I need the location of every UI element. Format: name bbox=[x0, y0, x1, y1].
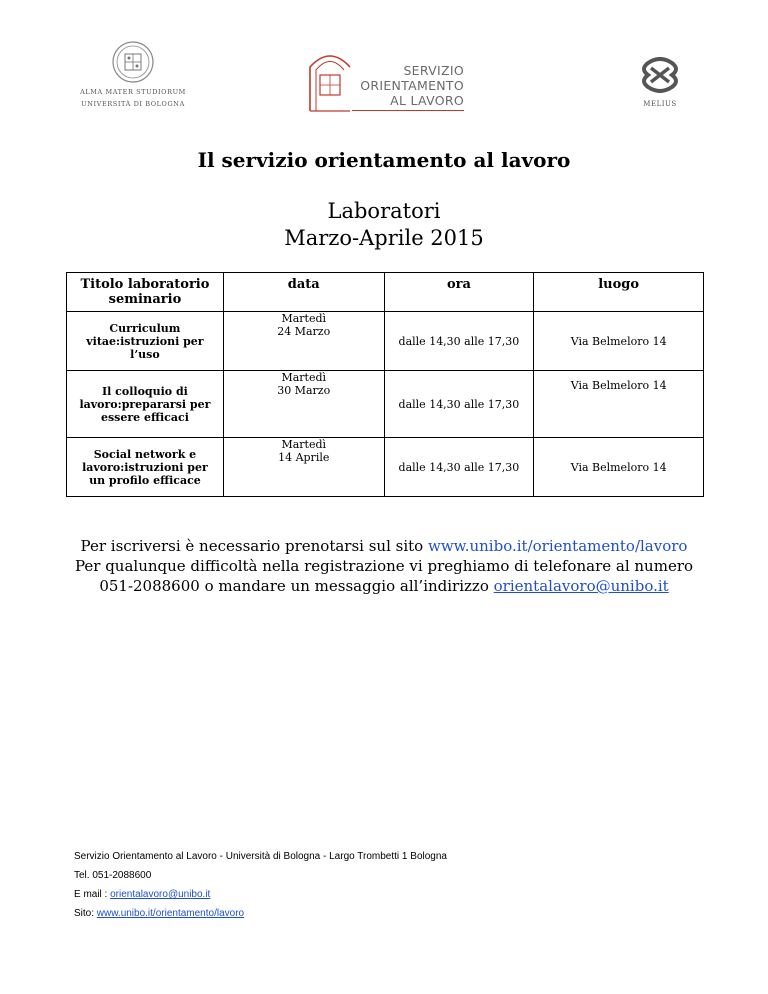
header-title-line-2: seminario bbox=[108, 292, 182, 307]
footer-email-line bbox=[74, 885, 447, 904]
cell-place: Via Belmeloro 14 bbox=[534, 371, 704, 438]
cell-time: dalle 14,30 alle 17,30 bbox=[384, 371, 534, 438]
cell-date bbox=[223, 371, 384, 438]
notes-line-1-text: Per iscriversi è necessario prenotarsi sul sito bbox=[80, 537, 428, 555]
footer-site-label: Sito: bbox=[74, 908, 97, 919]
unibo-caption-1: ALMA MATER STUDIORUM bbox=[80, 88, 186, 96]
sol-line-3: AL LAVORO bbox=[390, 93, 464, 108]
cell-date-value: 24 Marzo bbox=[277, 325, 331, 338]
table-header-row bbox=[67, 273, 704, 312]
cell-title-line-1: Il colloquio di bbox=[102, 384, 188, 398]
footer-address: Servizio Orientamento al Lavoro - Università di Bologna - Largo Trombetti 1 Bologna bbox=[74, 851, 447, 862]
notes-line-1 bbox=[0, 536, 768, 556]
cell-title-line-1: Social network e bbox=[93, 447, 197, 461]
sol-line-1: SERVIZIO bbox=[403, 63, 464, 78]
unibo-logo bbox=[78, 40, 188, 108]
cell-day: Martedì bbox=[281, 438, 327, 451]
cell-title bbox=[67, 371, 224, 438]
subtitle bbox=[0, 198, 768, 252]
cell-title-line-2: lavoro:prepararsi per bbox=[79, 397, 211, 411]
cell-time: dalle 14,30 alle 17,30 bbox=[384, 312, 534, 371]
melius-knot-icon bbox=[640, 57, 680, 93]
footer-email-label: E mail : bbox=[74, 889, 111, 900]
cell-title-line-3: l’uso bbox=[130, 347, 160, 361]
sol-logo bbox=[304, 45, 464, 115]
schedule-table bbox=[66, 272, 704, 497]
cell-day: Martedì bbox=[281, 371, 327, 384]
header-title bbox=[67, 273, 224, 312]
notes-line-3-text: 051-2088600 o mandare un messaggio all’indirizzo bbox=[99, 577, 494, 595]
melius-logo bbox=[632, 57, 688, 108]
subtitle-line-2: Marzo-Aprile 2015 bbox=[284, 226, 484, 250]
cell-date-value: 30 Marzo bbox=[277, 384, 331, 397]
sol-logo-rule bbox=[352, 110, 464, 111]
cell-title-line-2: vitae:istruzioni per bbox=[86, 334, 204, 348]
table-row bbox=[67, 312, 704, 371]
cell-title-line-3: un profilo efficace bbox=[89, 473, 201, 487]
cell-date-value: 14 Aprile bbox=[278, 451, 330, 464]
notes-line-3 bbox=[0, 576, 768, 596]
footer-tel: Tel. 051-2088600 bbox=[74, 870, 152, 881]
table-row bbox=[67, 371, 704, 438]
page-title: Il servizio orientamento al lavoro bbox=[197, 148, 571, 172]
melius-caption: MELIUS bbox=[643, 100, 677, 108]
cell-place: Via Belmeloro 14 bbox=[534, 438, 704, 497]
footer-site-line bbox=[74, 904, 447, 923]
table-row bbox=[67, 438, 704, 497]
cell-title-line-2: lavoro:istruzioni per bbox=[82, 460, 208, 474]
cell-time: dalle 14,30 alle 17,30 bbox=[384, 438, 534, 497]
registration-notes bbox=[0, 536, 768, 596]
notes-line-2: Per qualunque difficoltà nella registrazione vi preghiamo di telefonare al numero bbox=[74, 557, 694, 575]
cell-title-line-3: essere efficaci bbox=[100, 410, 189, 424]
header-time: ora bbox=[384, 273, 534, 312]
sol-line-2: ORIENTAMENTO bbox=[360, 78, 464, 93]
unibo-seal-icon bbox=[111, 40, 155, 84]
header-title-line-1: Titolo laboratorio bbox=[80, 277, 210, 292]
cell-title bbox=[67, 312, 224, 371]
unibo-caption-2: UNIVERSITÀ DI BOLOGNA bbox=[81, 100, 185, 108]
sol-seal-icon bbox=[304, 45, 356, 115]
header-place: luogo bbox=[534, 273, 704, 312]
site-link[interactable]: www.unibo.it/orientamento/lavoro bbox=[427, 537, 688, 555]
cell-title-line-1: Curriculum bbox=[109, 321, 181, 335]
footer-site-link[interactable]: www.unibo.it/orientamento/lavoro bbox=[96, 908, 245, 919]
footer-email-link[interactable]: orientalavoro@unibo.it bbox=[110, 889, 211, 900]
cell-date bbox=[223, 438, 384, 497]
header-date: data bbox=[223, 273, 384, 312]
cell-place: Via Belmeloro 14 bbox=[534, 312, 704, 371]
cell-day: Martedì bbox=[281, 312, 327, 325]
sol-logo-text bbox=[354, 63, 464, 108]
cell-date bbox=[223, 312, 384, 371]
cell-title bbox=[67, 438, 224, 497]
subtitle-line-1: Laboratori bbox=[327, 199, 441, 223]
footer bbox=[74, 847, 447, 923]
email-link[interactable]: orientalavoro@unibo.it bbox=[493, 577, 669, 595]
